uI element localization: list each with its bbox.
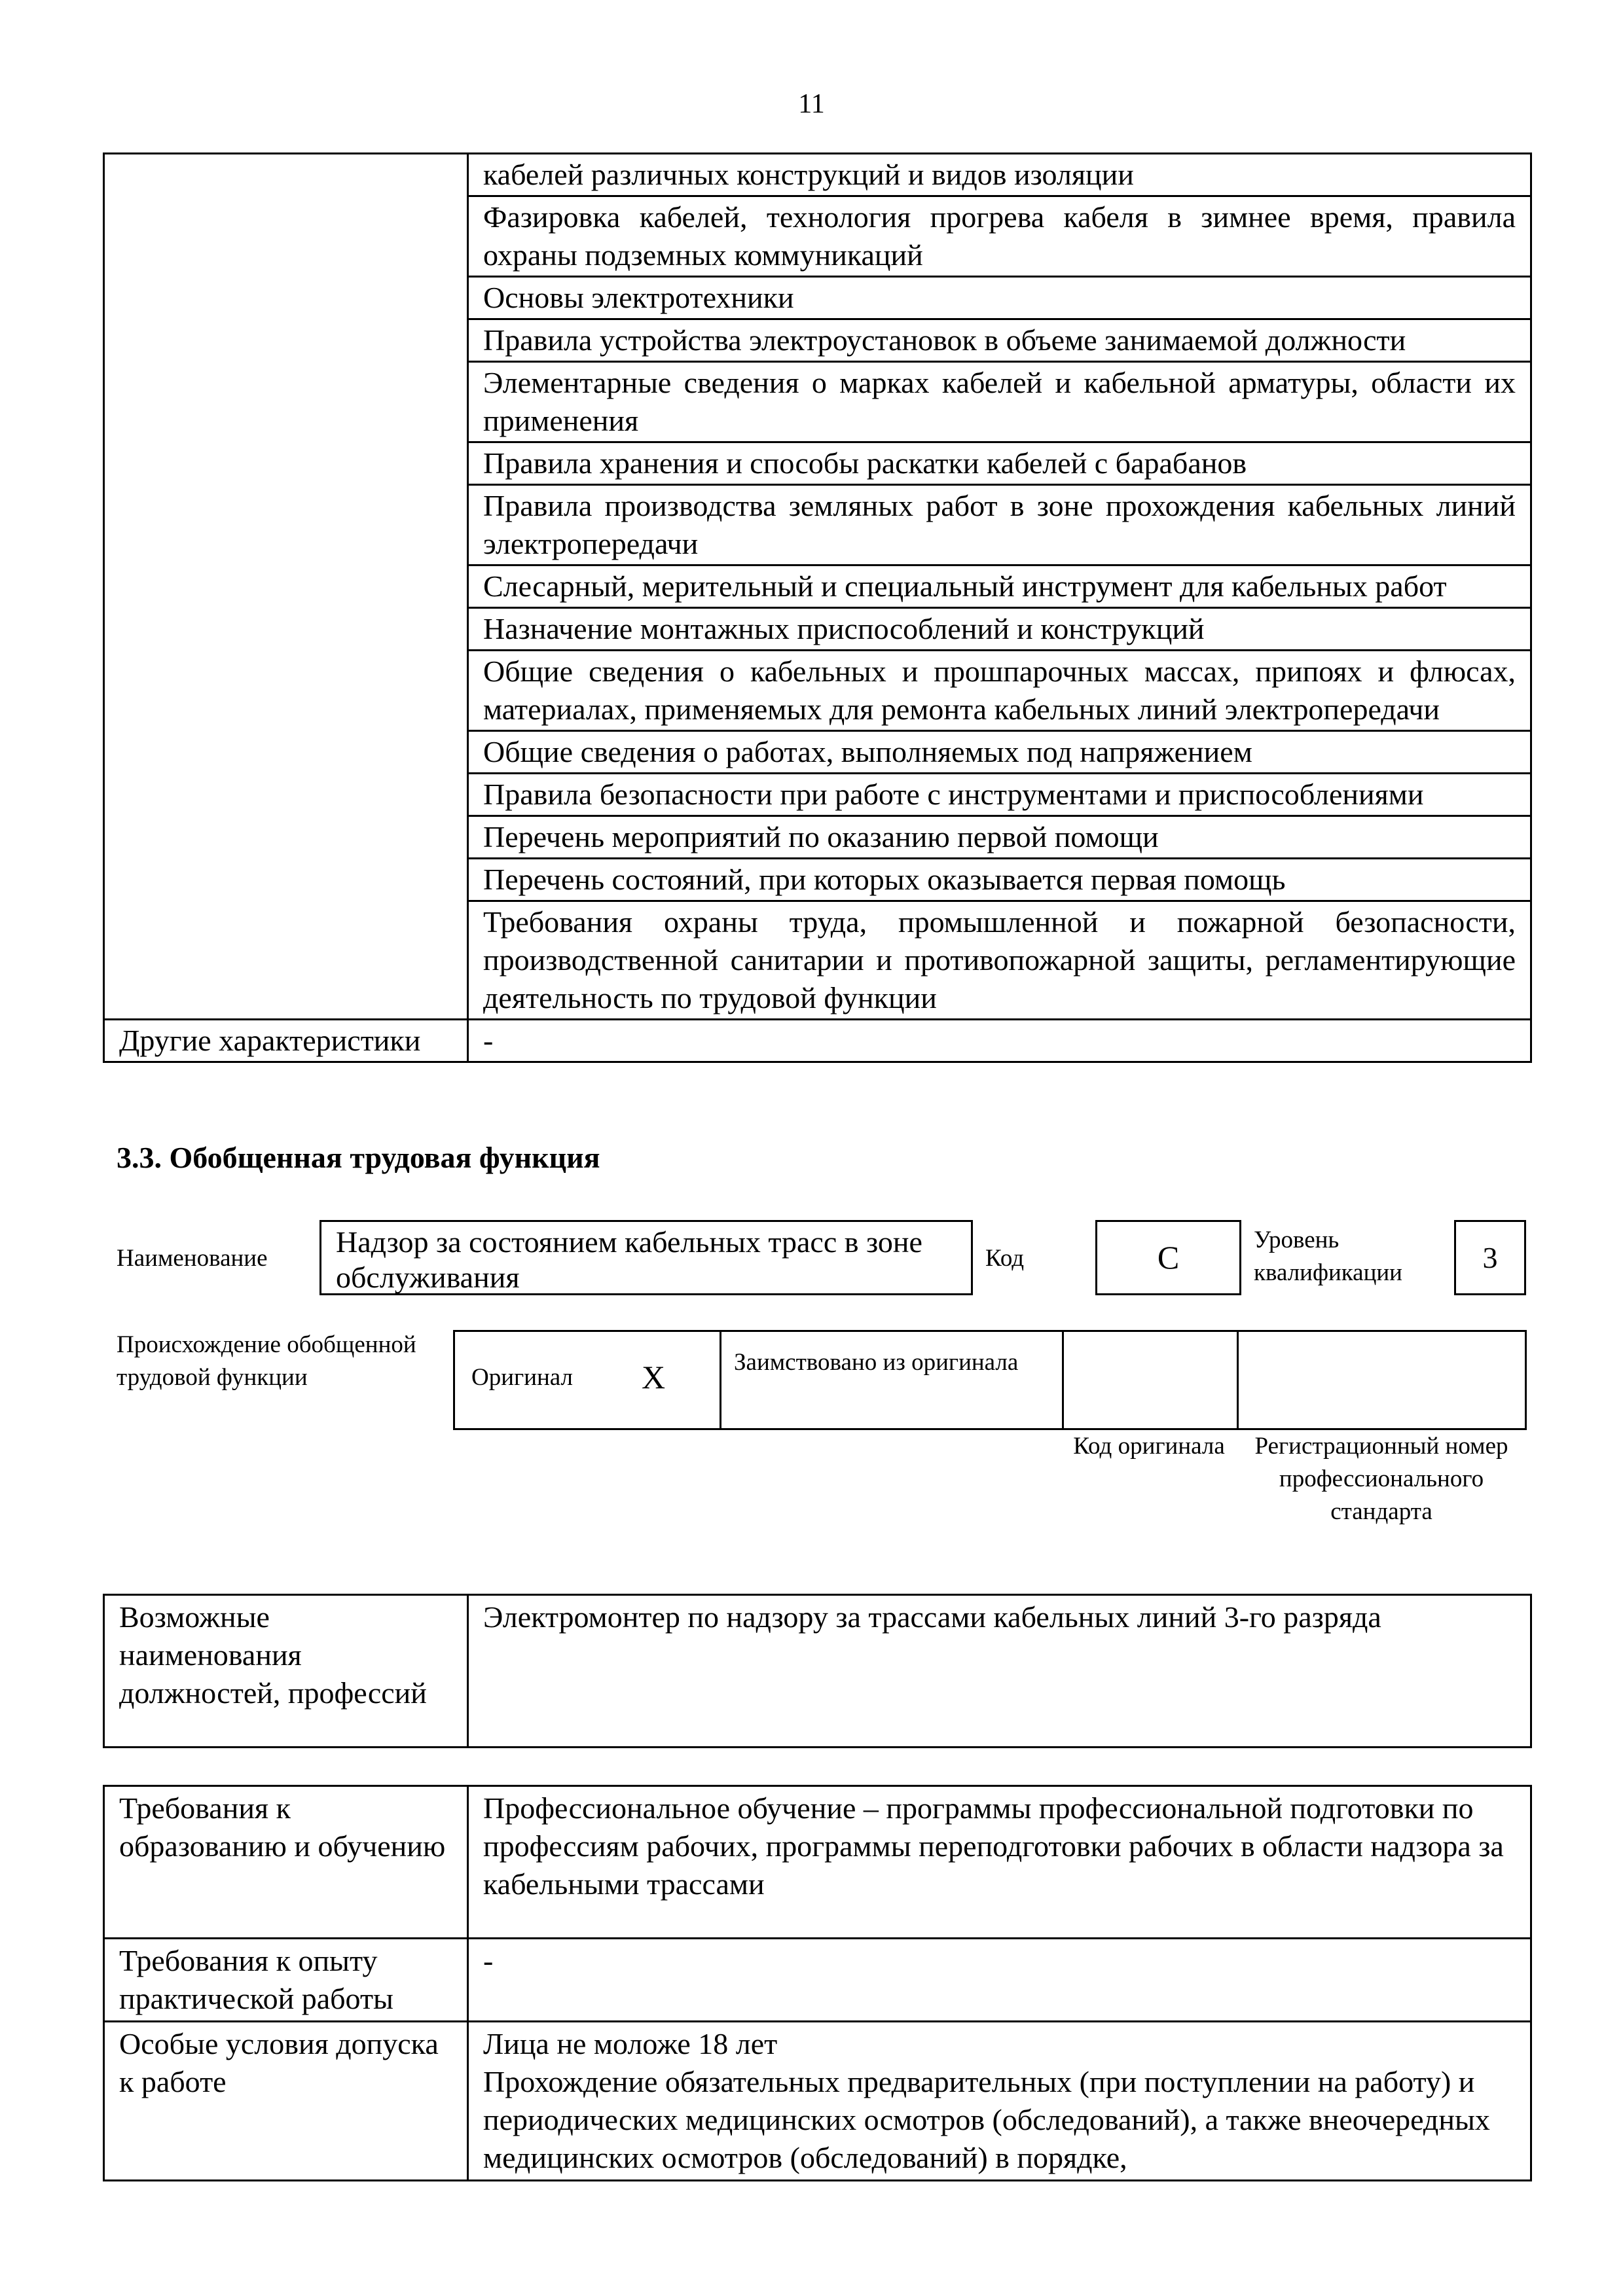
section-heading: 3.3. Обобщенная трудовая функция [117,1141,600,1174]
requirements-table [103,1785,1532,2181]
qualification-level-label: Уровень квалификации [1254,1227,1402,1286]
knowledge-label-cell [104,442,468,485]
requirement-row [104,1939,1531,2022]
knowledge-item: Общие сведения о кабельных и прошпарочных массах, припоях и флюсах, материалах, применяемых для ремонта кабельных линий электропередачи [468,651,1531,731]
knowledge-item: Фазировка кабелей, технология прогрева кабеля в зимнее время, правила охраны подземных коммуникаций [468,196,1531,277]
requirement-line: Прохождение обязательных предварительных (при поступлении на работу) и периодических медицинских осмотров (обследований), а также внеочередных медицинских осмотров (обследований) в порядке, [483,2065,1490,2174]
knowledge-item: Перечень состояний, при которых оказывается первая помощь [468,859,1531,901]
knowledge-label-cell [104,277,468,319]
borrowed-label: Заимствовано из оригинала [734,1349,1019,1376]
knowledge-row [104,277,1531,319]
knowledge-item: Правила устройства электроустановок в объеме занимаемой должности [468,319,1531,362]
knowledge-row [104,816,1531,859]
positions-label: Возможные наименования должностей, профессий [104,1595,468,1748]
requirement-row [104,2022,1531,2181]
knowledge-item: Элементарные сведения о марках кабелей и кабельной арматуры, области их применения [468,362,1531,442]
positions-table [103,1594,1532,1748]
knowledge-row [104,319,1531,362]
knowledge-item: Правила хранения и способы раскатки кабелей с барабанов [468,442,1531,485]
function-name-field: Надзор за состоянием кабельных трасс в зоне обслуживания [319,1220,973,1295]
origin-label: Происхождение обобщенной трудовой функции [117,1331,416,1391]
qualification-level-field: 3 [1454,1220,1526,1295]
knowledge-row [104,196,1531,277]
knowledge-row [104,731,1531,774]
knowledge-label-cell [104,154,468,196]
origin-code-cell [1062,1332,1239,1428]
knowledge-row [104,154,1531,196]
original-code-caption: Код оригинала [1073,1433,1225,1460]
origin-original-cell [455,1332,721,1428]
other-characteristics-value: - [468,1020,1531,1062]
other-characteristics-label: Другие характеристики [104,1020,468,1062]
knowledge-table [103,152,1532,1063]
positions-value: Электромонтер по надзору за трассами кабельных линий 3-го разряда [468,1595,1531,1748]
knowledge-label-cell [104,319,468,362]
registration-number-caption: Регистрационный номер профессионального стандарта [1254,1433,1508,1525]
requirement-label: Требования к образованию и обучению [104,1786,468,1939]
knowledge-row [104,859,1531,901]
requirement-line: Лица не моложе 18 лет [483,2027,778,2060]
knowledge-label-cell [104,901,468,1020]
knowledge-item: Общие сведения о работах, выполняемых под напряжением [468,731,1531,774]
requirement-line: Профессиональное обучение – программы профессиональной подготовки по профессиям рабочих, программы переподготовки рабочих в области надзора за кабельными трассами [483,1791,1504,1901]
knowledge-label-cell [104,859,468,901]
knowledge-row [104,774,1531,816]
knowledge-row [104,362,1531,442]
knowledge-label-cell [104,485,468,565]
code-label: Код [985,1245,1025,1272]
requirement-value [468,1786,1531,1939]
page-number: 11 [798,89,825,119]
knowledge-row [104,565,1531,608]
code-field: C [1095,1220,1241,1295]
knowledge-item: Правила производства земляных работ в зоне прохождения кабельных линий электропередачи [468,485,1531,565]
knowledge-row [104,608,1531,651]
knowledge-label-cell [104,196,468,277]
knowledge-item: Назначение монтажных приспособлений и конструкций [468,608,1531,651]
knowledge-item: Слесарный, мерительный и специальный инструмент для кабельных работ [468,565,1531,608]
knowledge-item: Основы электротехники [468,277,1531,319]
knowledge-row [104,651,1531,731]
knowledge-row [104,442,1531,485]
requirement-row [104,1786,1531,1939]
knowledge-label-cell [104,565,468,608]
knowledge-item: Требования охраны труда, промышленной и пожарной безопасности, производственной санитарии и противопожарной защиты, регламентирующие деятельность по трудовой функции [468,901,1531,1020]
origin-table [453,1330,1527,1430]
knowledge-label-cell [104,731,468,774]
knowledge-label-cell [104,651,468,731]
knowledge-row [104,901,1531,1020]
requirement-label: Требования к опыту практической работы [104,1939,468,2022]
knowledge-row [104,485,1531,565]
knowledge-item: Правила безопасности при работе с инструментами и приспособлениями [468,774,1531,816]
original-mark: X [642,1359,666,1395]
requirement-value [468,2022,1531,2181]
original-label: Оригинал [471,1364,574,1391]
requirement-value [468,1939,1531,2022]
name-label: Наименование [117,1245,268,1272]
origin-registration-cell [1237,1332,1525,1428]
knowledge-item: Перечень мероприятий по оказанию первой помощи [468,816,1531,859]
requirement-label: Особые условия допуска к работе [104,2022,468,2181]
knowledge-label-cell [104,362,468,442]
origin-borrowed-cell [720,1332,1064,1428]
knowledge-label-cell [104,816,468,859]
knowledge-label-cell [104,774,468,816]
requirement-line: - [483,1944,494,1977]
knowledge-label-cell [104,608,468,651]
knowledge-item: кабелей различных конструкций и видов изоляции [468,154,1531,196]
